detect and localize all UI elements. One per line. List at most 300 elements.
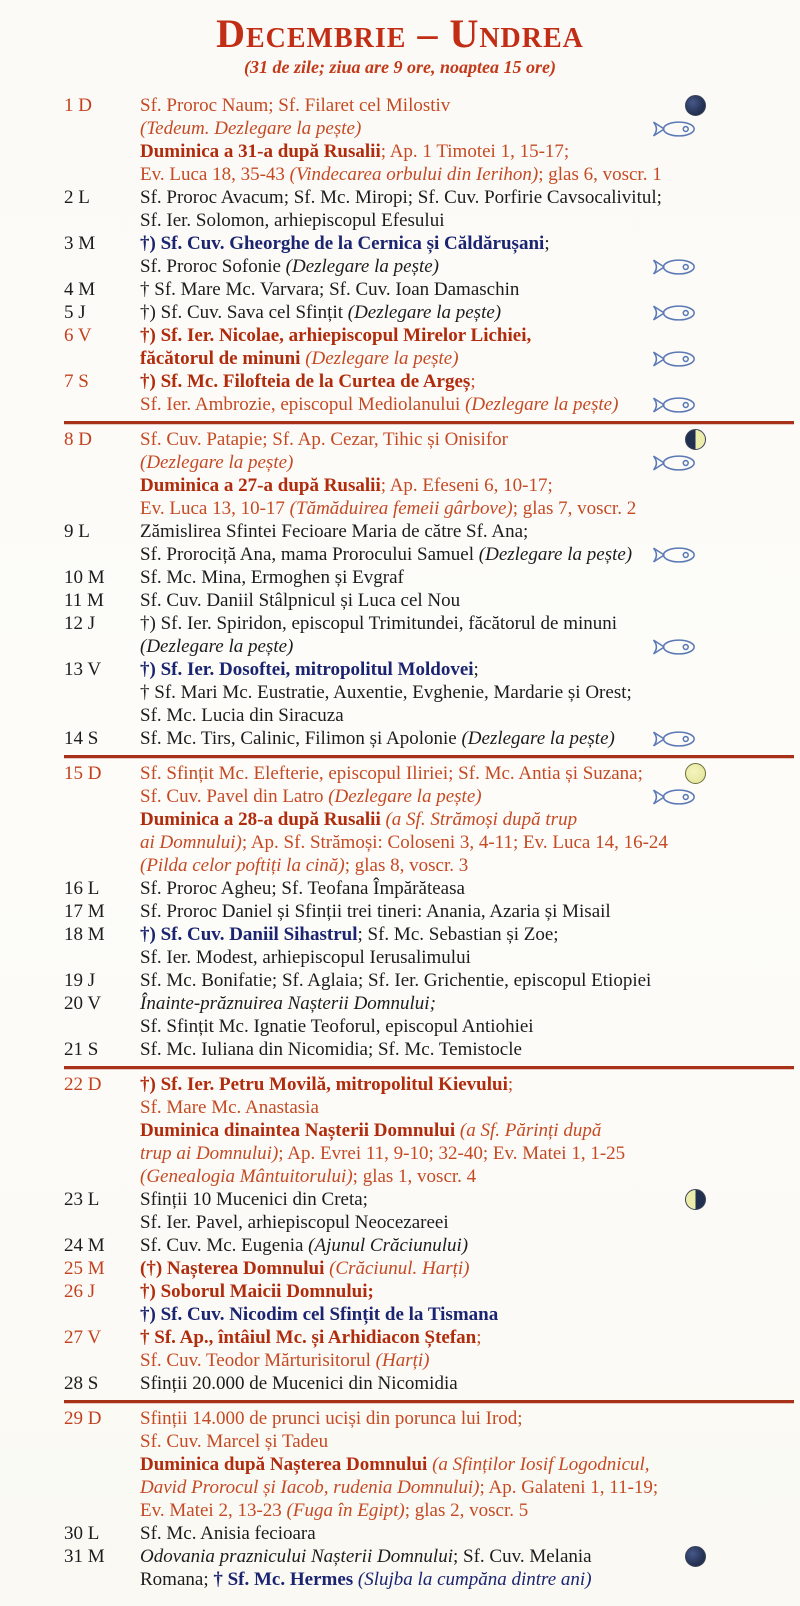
entries-list xyxy=(0,94,800,1591)
day-label xyxy=(64,900,138,923)
entry-line xyxy=(140,704,794,727)
calendar-entry-day-1 xyxy=(0,94,800,186)
text-segment: (Dezlegare la pește) xyxy=(347,302,502,323)
entry-line xyxy=(140,324,794,347)
entry-line xyxy=(140,1326,794,1349)
calendar-entry-day-26 xyxy=(0,1280,800,1326)
text-segment: †) Soborul Maicii Domnului; xyxy=(140,1281,374,1302)
day-number: 22 xyxy=(64,1074,83,1095)
text-segment: Sfinții 10 Mucenici din Creta; xyxy=(140,1189,368,1210)
entry-line xyxy=(140,163,794,186)
day-number: 30 xyxy=(64,1523,83,1544)
fish-icon xyxy=(652,303,698,323)
entry-line xyxy=(140,1545,794,1568)
text-segment: Duminica a 31-a după Rusalii xyxy=(140,141,381,162)
text-segment: (a Sf. Părinți după xyxy=(459,1120,602,1141)
text-segment: † Sf. Ap., întâiul Mc. și Arhidiacon Ștefan xyxy=(140,1327,477,1348)
weekday-letter: J xyxy=(87,613,96,634)
text-segment: Sf. Ier. Ambrozie, episcopul Mediolanului xyxy=(140,394,466,415)
entry-line xyxy=(140,1188,794,1211)
day-label xyxy=(64,969,138,992)
day-label xyxy=(64,301,138,324)
weekday-letter: J xyxy=(78,302,86,323)
text-segment: (Dezlegare la pește) xyxy=(461,728,615,749)
entry-line xyxy=(140,1372,794,1395)
text-segment: (Dezlegare la pește) xyxy=(305,348,459,369)
entry-line xyxy=(140,566,794,589)
entry-line xyxy=(140,1096,794,1119)
text-segment: (Dezlegare la pește) xyxy=(285,256,440,277)
entry-line xyxy=(140,1165,794,1188)
calendar-entry-day-20 xyxy=(0,992,800,1038)
fish-icon xyxy=(652,637,698,657)
text-segment: †) Sf. Cuv. Daniil Sihastrul xyxy=(140,924,358,945)
text-segment: Ev. Matei 2, 13-23 xyxy=(140,1500,287,1521)
last-moon-phase-icon xyxy=(685,1189,706,1210)
text-segment: Sf. Cuv. Daniil Stâlpnicul și Luca cel Nou xyxy=(140,590,461,611)
entry-line xyxy=(140,232,794,255)
calendar-entry-day-15 xyxy=(0,762,800,877)
entry-line xyxy=(140,658,794,681)
calendar-entry-day-6 xyxy=(0,324,800,370)
day-number: 8 xyxy=(64,429,74,450)
calendar-entry-day-27 xyxy=(0,1326,800,1372)
text-segment: Sf. Proroc Daniel și Sfinții trei tineri: Anania, Azaria și Misail xyxy=(140,901,611,922)
entry-line xyxy=(140,1522,794,1545)
entry-line xyxy=(140,1568,794,1591)
text-segment: Zămislirea Sfintei Fecioare Maria de către Sf. Ana; xyxy=(140,521,529,542)
text-segment: †) Sf. Ier. Dosoftei, mitropolitul Moldovei xyxy=(140,659,474,680)
text-segment: ; glas 6, voscr. 1 xyxy=(538,164,662,185)
sunday-separator-line xyxy=(64,1066,794,1069)
day-number: 28 xyxy=(64,1373,83,1394)
day-number: 14 xyxy=(64,728,83,749)
day-number: 12 xyxy=(64,613,83,634)
day-label xyxy=(64,1372,138,1395)
day-number: 10 xyxy=(64,567,83,588)
weekday-letter: M xyxy=(87,590,104,611)
text-segment: trup ai Domnului) xyxy=(140,1143,279,1164)
text-segment: Odovania praznicului Nașterii Domnului xyxy=(140,1546,453,1567)
text-segment: ai Domnului) xyxy=(140,832,242,853)
weekday-letter: M xyxy=(87,1235,105,1256)
weekday-letter: V xyxy=(87,1327,102,1348)
entry-line xyxy=(140,946,794,969)
entry-line xyxy=(140,1476,794,1499)
weekday-letter: S xyxy=(78,371,89,392)
text-segment: Înainte-prăznuirea Nașterii Domnului; xyxy=(140,993,436,1014)
calendar-entry-day-18 xyxy=(0,923,800,969)
day-number: 31 xyxy=(64,1546,83,1567)
text-segment: †) Sf. Cuv. Sava cel Sfințit xyxy=(140,302,348,323)
fish-icon xyxy=(652,395,698,415)
weekday-letter: M xyxy=(87,1546,105,1567)
day-number: 23 xyxy=(64,1189,83,1210)
weekday-letter: D xyxy=(87,1408,102,1429)
text-segment: Sf. Cuv. Teodor Mărturisitorul xyxy=(140,1350,376,1371)
text-segment: (Dezlegare la pește) xyxy=(140,636,294,657)
entry-line xyxy=(140,117,794,140)
new-moon-phase-icon xyxy=(685,1546,706,1567)
month-title: Decembrie – Undrea xyxy=(216,11,584,56)
sunday-separator-line xyxy=(64,755,794,758)
weekday-letter: M xyxy=(78,233,96,254)
entry-line xyxy=(140,762,794,785)
text-segment: †) Sf. Mc. Filofteia de la Curtea de Argeș xyxy=(140,371,471,392)
entry-line xyxy=(140,1303,794,1326)
entry-line xyxy=(140,1119,794,1142)
day-label xyxy=(64,612,138,635)
day-number: 25 xyxy=(64,1258,83,1279)
day-label xyxy=(64,589,138,612)
text-segment: † Sf. Mare Mc. Varvara; Sf. Cuv. Ioan Damaschin xyxy=(140,279,520,300)
entry-line xyxy=(140,497,794,520)
day-label xyxy=(64,324,138,347)
day-label xyxy=(64,992,138,1015)
entry-line xyxy=(140,186,794,209)
full-moon-phase-icon xyxy=(685,763,706,784)
entry-line xyxy=(140,140,794,163)
calendar-entry-day-7 xyxy=(0,370,800,416)
weekday-letter: M xyxy=(78,279,96,300)
calendar-entry-day-12 xyxy=(0,612,800,658)
text-segment: Sf. Sfințit Mc. Ignatie Teoforul, episcopul Antiohiei xyxy=(140,1016,534,1037)
new-moon-phase-icon xyxy=(685,95,706,116)
calendar-entry-day-25 xyxy=(0,1257,800,1280)
text-segment: (Genealogia Mântuitorului) xyxy=(140,1166,353,1187)
calendar-entry-day-23 xyxy=(0,1188,800,1234)
text-segment: Sf. Proroc Naum; Sf. Filaret cel Milostiv xyxy=(140,95,451,116)
day-number: 4 xyxy=(64,279,74,300)
page-header xyxy=(0,0,800,78)
day-number: 29 xyxy=(64,1408,83,1429)
text-segment: Sf. Ier. Pavel, arhiepiscopul Neocezareei xyxy=(140,1212,449,1233)
weekday-letter: J xyxy=(87,970,96,991)
text-segment: Sf. Cuv. Mc. Eugenia xyxy=(140,1235,309,1256)
text-segment: ; glas 1, voscr. 4 xyxy=(352,1166,477,1187)
day-number: 21 xyxy=(64,1039,83,1060)
fish-icon xyxy=(652,453,698,473)
entry-line xyxy=(140,681,794,704)
weekday-letter: L xyxy=(87,1523,100,1544)
day-label xyxy=(64,1038,138,1061)
text-segment: Sf. Mare Mc. Anastasia xyxy=(140,1097,319,1118)
text-segment: ; glas 7, voscr. 2 xyxy=(512,498,637,519)
text-segment: ; xyxy=(476,1327,482,1348)
day-number: 7 xyxy=(64,371,74,392)
text-segment: ; Ap. Evrei 11, 9-10; 32-40; Ev. Matei 1, 1-25 xyxy=(278,1143,626,1164)
weekday-letter: V xyxy=(87,659,102,680)
sunday-separator-line xyxy=(64,421,794,424)
entry-line xyxy=(140,1257,794,1280)
text-segment: (Crăciunul. Harți) xyxy=(329,1258,470,1279)
day-number: 19 xyxy=(64,970,83,991)
text-segment: Sf. Proroc Avacum; Sf. Mc. Miropi; Sf. Cuv. Porfirie Cavsocalivitul; xyxy=(140,187,662,208)
day-number: 6 xyxy=(64,325,74,346)
weekday-letter: D xyxy=(78,95,92,116)
first-moon-phase-icon xyxy=(685,429,706,450)
text-segment: †) Sf. Ier. Nicolae, arhiepiscopul Mirelor Lichiei, xyxy=(140,325,532,346)
text-segment: Duminica după Nașterea Domnului xyxy=(140,1454,433,1475)
calendar-entry-day-8 xyxy=(0,428,800,520)
weekday-letter: S xyxy=(87,728,99,749)
weekday-letter: S xyxy=(87,1373,99,1394)
weekday-letter: M xyxy=(87,567,105,588)
entry-line xyxy=(140,1499,794,1522)
text-segment: Sf. Mc. Iuliana din Nicomidia; Sf. Mc. Temistocle xyxy=(140,1039,522,1060)
day-label xyxy=(64,278,138,301)
calendar-entry-day-9 xyxy=(0,520,800,566)
calendar-entry-day-24 xyxy=(0,1234,800,1257)
entry-line xyxy=(140,1349,794,1372)
text-segment: † Sf. Mc. Hermes xyxy=(213,1569,358,1590)
entry-line xyxy=(140,589,794,612)
calendar-entry-day-30 xyxy=(0,1522,800,1545)
day-label xyxy=(64,232,138,255)
text-segment: Sf. Cuv. Pavel din Latro xyxy=(140,786,329,807)
text-segment: †) Sf. Ier. Spiridon, episcopul Trimitundei, făcătorul de minuni xyxy=(140,613,618,634)
day-number: 15 xyxy=(64,763,83,784)
fish-icon xyxy=(652,349,698,369)
weekday-letter: S xyxy=(87,1039,99,1060)
entry-line xyxy=(140,831,794,854)
text-segment: Sf. Proroc Sofonie xyxy=(140,256,286,277)
text-segment: Sf. Sfințit Mc. Elefterie, episcopul Iliriei; Sf. Mc. Antia și Suzana; xyxy=(140,763,643,784)
calendar-entry-day-17 xyxy=(0,900,800,923)
text-segment: †) Sf. Ier. Petru Movilă, mitropolitul Kievului xyxy=(140,1074,508,1095)
day-label xyxy=(64,94,138,117)
text-segment: David Prorocul și Iacob, rudenia Domnului) xyxy=(140,1477,480,1498)
calendar-entry-day-13 xyxy=(0,658,800,727)
day-label xyxy=(64,1280,138,1303)
day-label xyxy=(64,428,138,451)
weekday-letter: L xyxy=(78,521,90,542)
entry-line xyxy=(140,1430,794,1453)
entry-line xyxy=(140,520,794,543)
text-segment: Sf. Cuv. Patapie; Sf. Ap. Cezar, Tihic și Onisifor xyxy=(140,429,508,450)
text-segment: (Dezlegare la pește) xyxy=(140,452,294,473)
weekday-letter: M xyxy=(87,1258,105,1279)
entry-line xyxy=(140,428,794,451)
entry-line xyxy=(140,451,794,474)
day-number: 13 xyxy=(64,659,83,680)
text-segment: Sf. Ier. Solomon, arhiepiscopul Efesului xyxy=(140,210,445,231)
text-segment: (Dezlegare la pește) xyxy=(465,394,619,415)
entry-line xyxy=(140,1015,794,1038)
day-number: 27 xyxy=(64,1327,83,1348)
weekday-letter: D xyxy=(87,1074,102,1095)
text-segment: Sf. Proroc Agheu; Sf. Teofana Împărăteasa xyxy=(140,878,465,899)
calendar-entry-day-11 xyxy=(0,589,800,612)
entry-line xyxy=(140,209,794,232)
entry-line xyxy=(140,785,794,808)
entry-line xyxy=(140,1453,794,1476)
weekday-letter: V xyxy=(77,325,92,346)
text-segment: (†) Nașterea Domnului xyxy=(140,1258,330,1279)
text-segment: ; Ap. Efeseni 6, 10-17; xyxy=(380,475,553,496)
day-number: 2 xyxy=(64,187,74,208)
text-segment: (Dezlegare la pește) xyxy=(328,786,482,807)
calendar-entry-day-28 xyxy=(0,1372,800,1395)
day-label xyxy=(64,566,138,589)
day-label xyxy=(64,186,138,209)
entry-line xyxy=(140,1234,794,1257)
weekday-letter: L xyxy=(78,187,90,208)
calendar-entry-day-10 xyxy=(0,566,800,589)
entry-line xyxy=(140,94,794,117)
text-segment: Sf. Mc. Mina, Ermoghen și Evgraf xyxy=(140,567,404,588)
entry-line xyxy=(140,255,794,278)
calendar-entry-day-2 xyxy=(0,186,800,232)
entry-line xyxy=(140,969,794,992)
day-label xyxy=(64,762,138,785)
text-segment: Sfinții 20.000 de Mucenici din Nicomidia xyxy=(140,1373,458,1394)
day-label xyxy=(64,1545,138,1568)
text-segment: (Tedeum. Dezlegare la pește) xyxy=(140,118,362,139)
text-segment: †) Sf. Cuv. Nicodim cel Sfințit de la Tismana xyxy=(140,1304,499,1325)
calendar-entry-day-21 xyxy=(0,1038,800,1061)
text-segment: Sf. Prorociță Ana, mama Prorocului Samuel xyxy=(140,544,479,565)
day-number: 16 xyxy=(64,878,83,899)
text-segment: ; Ap. Sf. Strămoși: Coloseni 3, 4-11; Ev. Luca 14, 16-24 xyxy=(241,832,668,853)
entry-line xyxy=(140,474,794,497)
text-segment: Ev. Luca 13, 10-17 xyxy=(140,498,290,519)
weekday-letter: L xyxy=(87,1189,100,1210)
weekday-letter: V xyxy=(87,993,102,1014)
text-segment: ; glas 2, voscr. 5 xyxy=(404,1500,529,1521)
day-label xyxy=(64,923,138,946)
text-segment: Duminica a 28-a după Rusalii xyxy=(140,809,386,830)
day-label xyxy=(64,1234,138,1257)
text-segment: (Dezlegare la pește) xyxy=(478,544,633,565)
calendar-entry-day-29 xyxy=(0,1407,800,1522)
text-segment: (Ajunul Crăciunului) xyxy=(308,1235,469,1256)
text-segment: Sfinții 14.000 de prunci uciși din porunca lui Irod; xyxy=(140,1408,523,1429)
day-number: 18 xyxy=(64,924,83,945)
day-number: 11 xyxy=(64,590,83,611)
day-number: 1 xyxy=(64,95,74,116)
text-segment: Ev. Luca 18, 35-43 xyxy=(140,164,290,185)
text-segment: Sf. Ier. Modest, arhiepiscopul Ierusalimului xyxy=(140,947,471,968)
weekday-letter: M xyxy=(87,901,105,922)
day-label xyxy=(64,520,138,543)
sunday-separator-line xyxy=(64,1400,794,1403)
day-number: 24 xyxy=(64,1235,83,1256)
text-segment: Sf. Mc. Bonifatie; Sf. Aglaia; Sf. Ier. Grichentie, episcopul Etiopiei xyxy=(140,970,652,991)
month-subtitle: (31 de zile; ziua are 9 ore, noaptea 15 ore) xyxy=(244,57,556,77)
calendar-entry-day-16 xyxy=(0,877,800,900)
text-segment: Sf. Cuv. Marcel și Tadeu xyxy=(140,1431,329,1452)
text-segment: ; xyxy=(473,659,479,680)
calendar-entry-day-4 xyxy=(0,278,800,301)
text-segment: ; glas 8, voscr. 3 xyxy=(344,855,469,876)
day-label xyxy=(64,1188,138,1211)
calendar-entry-day-5 xyxy=(0,301,800,324)
day-label xyxy=(64,1326,138,1349)
entry-line xyxy=(140,347,794,370)
text-segment: (Pilda celor poftiți la cină) xyxy=(140,855,345,876)
day-label xyxy=(64,1073,138,1096)
text-segment: Duminica dinaintea Nașterii Domnului xyxy=(140,1120,460,1141)
fish-icon xyxy=(652,119,698,139)
day-label xyxy=(64,1407,138,1430)
fish-icon xyxy=(652,545,698,565)
text-segment: ; Sf. Mc. Sebastian și Zoe; xyxy=(357,924,559,945)
text-segment: Sf. Mc. Lucia din Siracuza xyxy=(140,705,344,726)
day-label xyxy=(64,877,138,900)
day-label xyxy=(64,727,138,750)
calendar-entry-day-31 xyxy=(0,1545,800,1591)
text-segment: Romana; xyxy=(140,1569,214,1590)
text-segment: ; xyxy=(470,371,476,392)
entry-line xyxy=(140,877,794,900)
text-segment: Sf. Mc. Tirs, Calinic, Filimon și Apolonie xyxy=(140,728,462,749)
text-segment: Duminica a 27-a după Rusalii xyxy=(140,475,381,496)
day-label xyxy=(64,1522,138,1545)
text-segment: ; Sf. Cuv. Melania xyxy=(452,1546,592,1567)
day-number: 26 xyxy=(64,1281,83,1302)
entry-line xyxy=(140,612,794,635)
text-segment: (Tămăduirea femeii gârbove) xyxy=(289,498,513,519)
entry-line xyxy=(140,301,794,324)
day-number: 20 xyxy=(64,993,83,1014)
text-segment: ; xyxy=(507,1074,514,1095)
text-segment: Sf. Mc. Anisia fecioara xyxy=(140,1523,316,1544)
entry-line xyxy=(140,278,794,301)
entry-line xyxy=(140,854,794,877)
entry-line xyxy=(140,1142,794,1165)
weekday-letter: M xyxy=(87,924,105,945)
day-label xyxy=(64,370,138,393)
text-segment: (Harți) xyxy=(375,1350,430,1371)
weekday-letter: D xyxy=(78,429,92,450)
text-segment: ; Ap. Galateni 1, 11-19; xyxy=(479,1477,659,1498)
entry-line xyxy=(140,370,794,393)
entry-line xyxy=(140,923,794,946)
entry-line xyxy=(140,808,794,831)
day-number: 9 xyxy=(64,521,74,542)
calendar-entry-day-19 xyxy=(0,969,800,992)
entry-line xyxy=(140,635,794,658)
calendar-entry-day-3 xyxy=(0,232,800,278)
text-segment: †) Sf. Cuv. Gheorghe de la Cernica și Căldărușani xyxy=(140,233,545,254)
entry-line xyxy=(140,1073,794,1096)
text-segment: ; Ap. 1 Timotei 1, 15-17; xyxy=(380,141,570,162)
text-segment: † Sf. Mari Mc. Eustratie, Auxentie, Evghenie, Mardarie și Orest; xyxy=(140,682,632,703)
entry-line xyxy=(140,1280,794,1303)
weekday-letter: L xyxy=(87,878,100,899)
text-segment: (Vindecarea orbului din Ierihon) xyxy=(289,164,539,185)
day-label xyxy=(64,658,138,681)
weekday-letter: J xyxy=(87,1281,96,1302)
weekday-letter: D xyxy=(87,763,102,784)
text-segment: (a Sfinților Iosif Logodnicul, xyxy=(432,1454,650,1475)
fish-icon xyxy=(652,787,698,807)
calendar-entry-day-14 xyxy=(0,727,800,750)
day-label xyxy=(64,1257,138,1280)
text-segment: (a Sf. Strămoși după trup xyxy=(385,809,578,830)
day-number: 5 xyxy=(64,302,74,323)
entry-line xyxy=(140,727,794,750)
calendar-entry-day-22 xyxy=(0,1073,800,1188)
entry-line xyxy=(140,543,794,566)
entry-line xyxy=(140,1407,794,1430)
entry-line xyxy=(140,900,794,923)
text-segment: (Fuga în Egipt) xyxy=(286,1500,405,1521)
fish-icon xyxy=(652,257,698,277)
entry-line xyxy=(140,992,794,1015)
text-segment: (Slujba la cumpăna dintre ani) xyxy=(357,1569,592,1590)
